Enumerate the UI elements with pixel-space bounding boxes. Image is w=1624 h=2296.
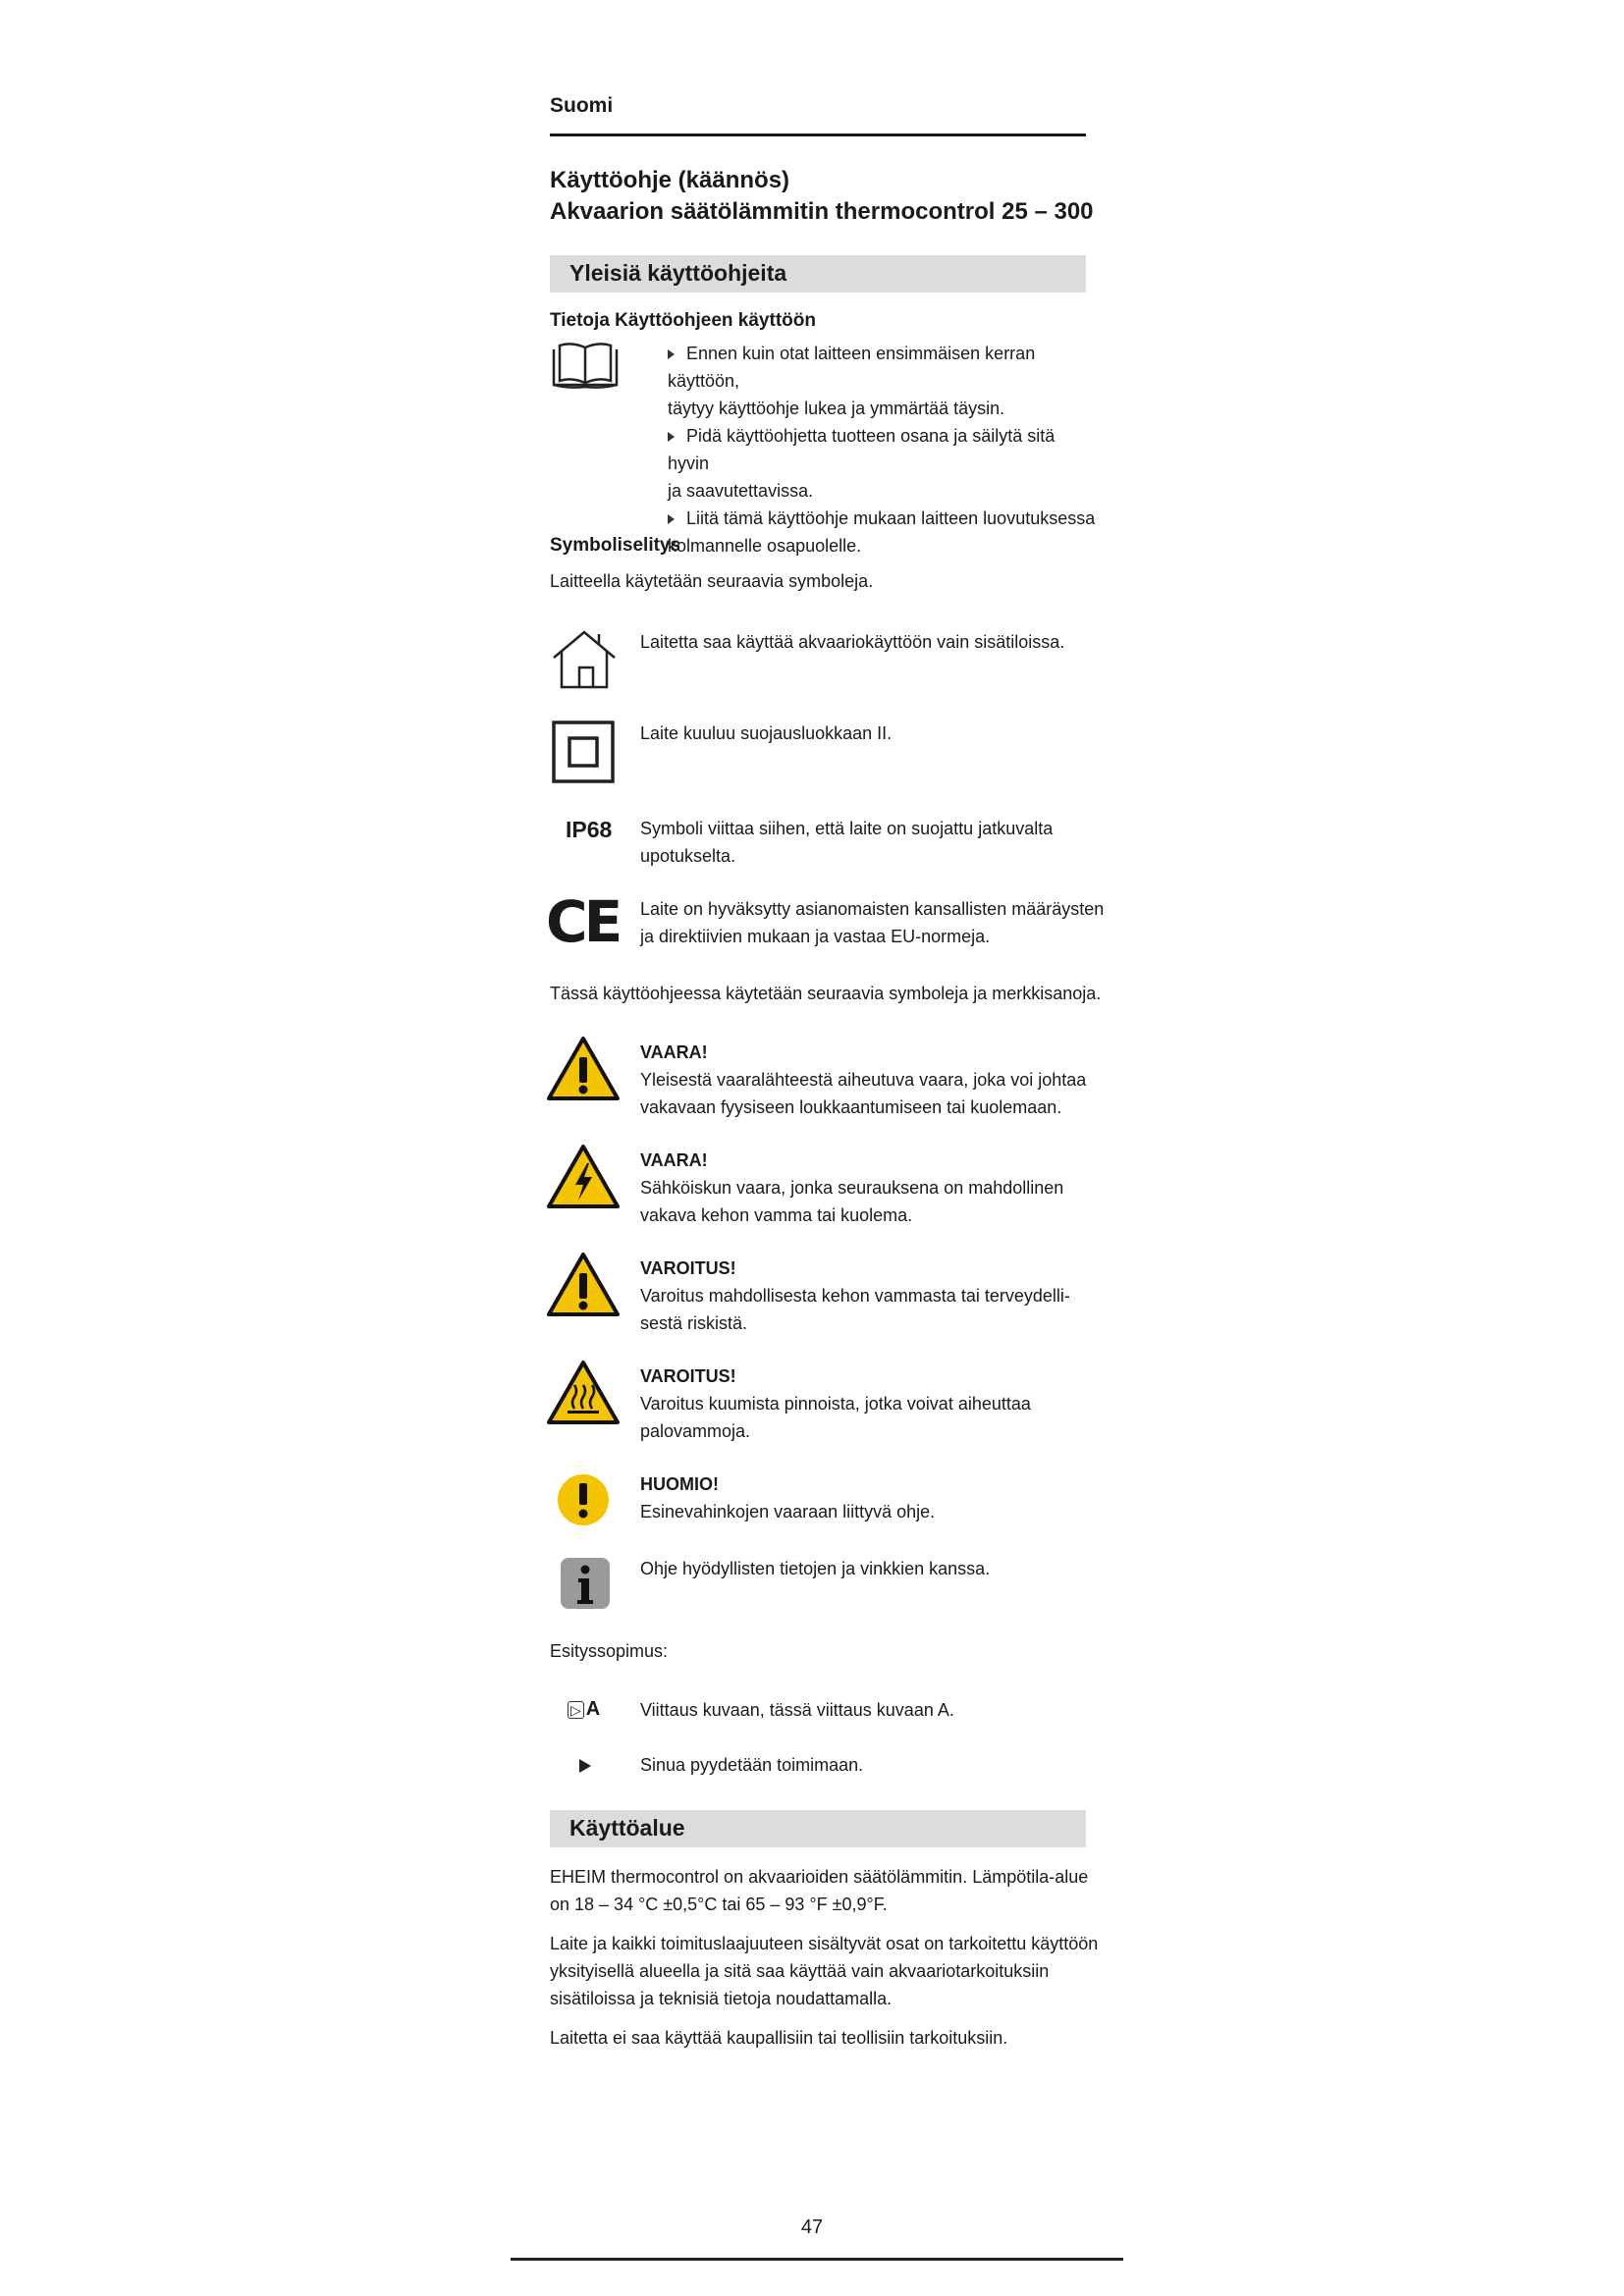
section-heading-general: Yleisiä käyttöohjeita	[569, 260, 787, 286]
subheading-symbols: Symboliselitys	[550, 535, 681, 556]
footer-divider	[511, 2258, 1123, 2261]
warning-danger-electric: VAARA! Sähköiskun vaara, jonka seurauksena on mahdollinen vakava kehon vamma tai kuolema.	[640, 1150, 1064, 1225]
section-band-general	[550, 255, 1086, 293]
figure-reference-text: Viittaus kuvaan, tässä viittaus kuvaan A.	[640, 1700, 954, 1720]
warning-electric-icon	[546, 1144, 621, 1210]
warning-caution-hot: VAROITUS! Varoitus kuumista pinnoista, jotka voivat aiheuttaa palovammoja.	[640, 1366, 1031, 1441]
page-number: 47	[800, 2216, 824, 2238]
instruction-bullets	[668, 340, 1100, 560]
list-item: Ennen kuin otat laitteen ensimmäisen kerran käyttöön, täytyy käyttöohje lukea ja ymmärtää täysin.	[668, 344, 1036, 418]
warning-danger-general: VAARA! Yleisestä vaaralähteestä aiheutuva vaara, joka voi johtaa vakavaan fyysiseen loukkaantumiseen tai kuolemaan.	[640, 1042, 1087, 1117]
ip68-text: Symboli viittaa siihen, että laite on suojattu jatkuvalta upotukselta.	[640, 819, 1054, 866]
notice-property: HUOMIO! Esinevahinkojen vaaraan liittyvä ohje.	[640, 1474, 936, 1522]
ce-mark-icon: CE	[546, 888, 620, 955]
usage-paragraph-3: Laitetta ei saa käyttää kaupallisiin tai teollisiin tarkoituksiin.	[550, 2028, 1008, 2048]
book-icon	[550, 340, 621, 391]
list-item: Pidä käyttöohjetta tuotteen osana ja säilytä sitä hyvin ja saavutettavissa.	[668, 426, 1056, 501]
list-item: Liitä tämä käyttöohje mukaan laitteen luovutuksessa kolmannelle osapuolelle.	[668, 508, 1096, 556]
title-line-1: Käyttöohje (käännös)	[550, 167, 790, 193]
ce-text: Laite on hyväksytty asianomaisten kansallisten määräysten ja direktiivien mukaan ja vastaa EU-normeja.	[640, 899, 1105, 946]
ip68-label: IP68	[566, 817, 613, 842]
figure-reference-icon: ▷	[568, 1701, 584, 1719]
section-heading-usage: Käyttöalue	[569, 1815, 685, 1841]
figure-reference-label: ▷ A	[568, 1698, 600, 1721]
title-line-2: Akvaarion säätölämmitin thermocontrol 25 – 300	[550, 198, 1094, 225]
warning-hot-surface-icon	[546, 1360, 621, 1426]
warning-caution-injury: VAROITUS! Varoitus mahdollisesta kehon vammasta tai terveydelli- sestä riskistä.	[640, 1258, 1070, 1333]
warning-exclamation-icon	[546, 1252, 621, 1318]
house-icon	[550, 628, 619, 691]
action-arrow-icon	[579, 1759, 591, 1773]
header-divider	[550, 133, 1086, 136]
info-hint: Ohje hyödyllisten tietojen ja vinkkien kanssa.	[640, 1559, 991, 1578]
document-title	[550, 165, 1094, 228]
house-text: Laitetta saa käyttää akvaariokäyttöön vain sisätiloissa.	[640, 632, 1065, 652]
usage-paragraph-2: Laite ja kaikki toimituslaajuuteen sisältyvät osat on tarkoitettu käyttöön yksityisellä alueella ja sitä saa käyttää vain akvaariotarkoituksiin sisätiloissa ja teknisiä tietoja noudattamalla.	[550, 1934, 1099, 2008]
class2-text: Laite kuuluu suojausluokkaan II.	[640, 723, 893, 743]
symbols-intro: Laitteella käytetään seuraavia symboleja.	[550, 571, 874, 591]
protection-class-2-icon	[552, 721, 615, 783]
usage-paragraph-1: EHEIM thermocontrol on akvaarioiden säätölämmitin. Lämpötila-alue on 18 – 34 °C ±0,5°C tai 65 – 93 °F ±0,9°F.	[550, 1867, 1089, 1914]
info-icon	[560, 1557, 611, 1610]
manual-symbols-intro: Tässä käyttöohjeessa käytetään seuraavia symboleja ja merkkisanoja.	[550, 984, 1102, 1003]
warning-exclamation-icon	[546, 1036, 621, 1102]
section-band-usage	[550, 1810, 1086, 1847]
notice-exclamation-icon	[556, 1472, 611, 1527]
subheading-manual-use: Tietoja Käyttöohjeen käyttöön	[550, 310, 816, 331]
conventions-heading: Esityssopimus:	[550, 1641, 669, 1661]
action-text: Sinua pyydetään toimimaan.	[640, 1755, 864, 1775]
language-label: Suomi	[550, 94, 614, 117]
